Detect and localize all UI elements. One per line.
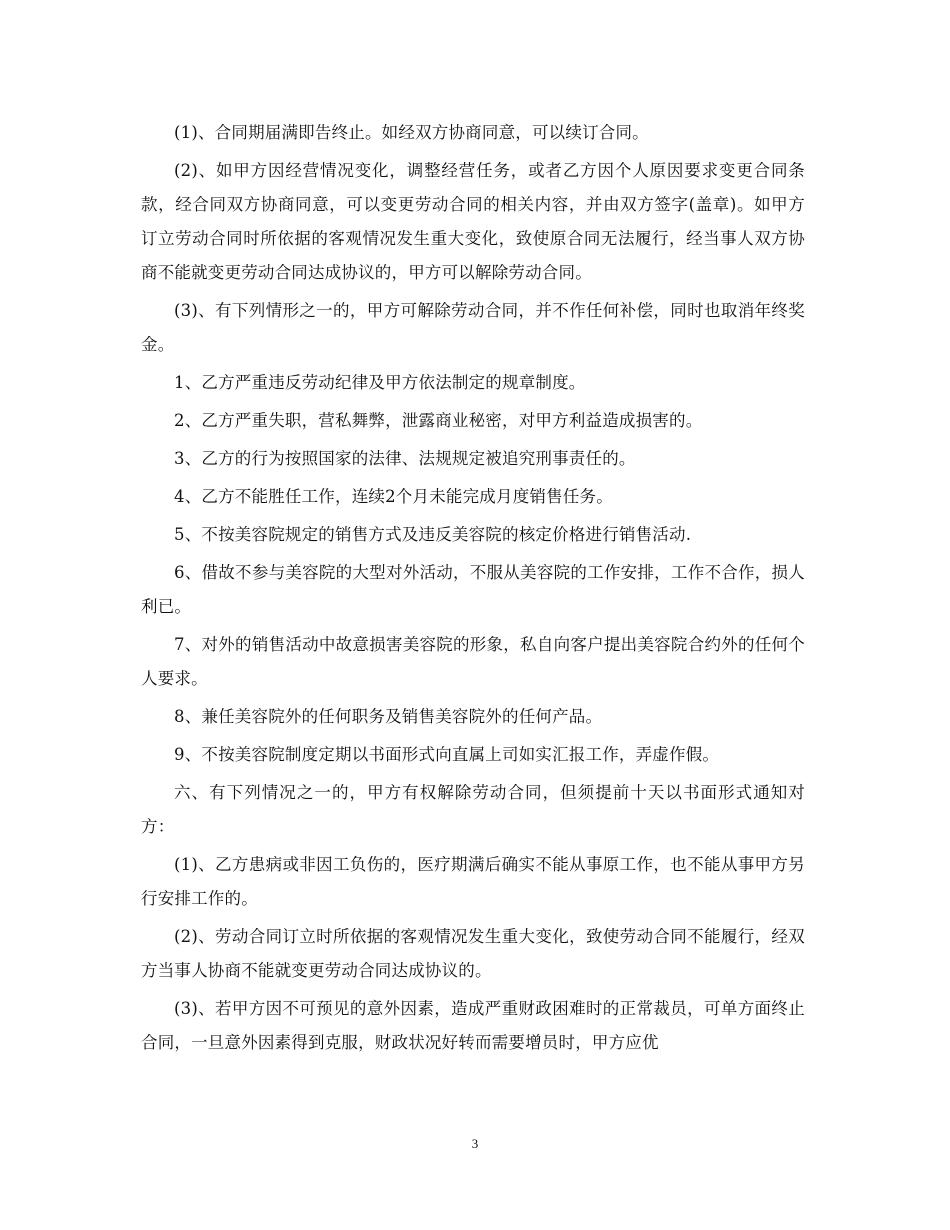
list-item: 9、不按美容院制度定期以书面形式向直属上司如实汇报工作，弄虚作假。	[174, 745, 720, 764]
paragraph: (3)、有下列情形之一的，甲方可解除劳动合同，并不作任何补偿，同时也取消年终奖金。	[141, 301, 805, 354]
document-body	[141, 116, 805, 1064]
list-item: 6、借故不参与美容院的大型对外活动，不服从美容院的工作安排，工作不合作，损人利已。	[141, 563, 805, 616]
list-item: 8、兼任美容院外的任何职务及销售美容院外的任何产品。	[174, 707, 603, 726]
list-item: 5、不按美容院规定的销售方式及违反美容院的核定价格进行销售活动.	[174, 525, 692, 544]
page-number: 3	[471, 1136, 479, 1151]
paragraph: (2)、劳动合同订立时所依据的客观情况发生重大变化，致使劳动合同不能履行，经双方当事人协商不能就变更劳动合同达成协议的。	[141, 927, 805, 980]
list-item: 1、乙方严重违反劳动纪律及甲方依法制定的规章制度。	[174, 373, 586, 392]
paragraph: (2)、如甲方因经营情况变化，调整经营任务，或者乙方因个人原因要求变更合同条款，经合同双方协商同意，可以变更劳动合同的相关内容，并由双方签字(盖章)。如甲方订立劳动合同时所依据的客观情况发生重大变化，致使原合同无法履行，经当事人双方协商不能就变更劳动合同达成协议的，甲方可以解除劳动合同。	[141, 161, 805, 282]
paragraph: (3)、若甲方因不可预见的意外因素，造成严重财政困难时的正常裁员，可单方面终止合同，一旦意外因素得到克服，财政状况好转而需要增员时，甲方应优	[141, 999, 805, 1052]
section-clause: 六、有下列情况之一的，甲方有权解除劳动合同，但须提前十天以书面形式通知对方：	[141, 783, 805, 836]
list-item: 2、乙方严重失职，营私舞弊，泄露商业秘密，对甲方利益造成损害的。	[174, 411, 703, 430]
paragraph: (1)、合同期届满即告终止。如经双方协商同意，可以续订合同。	[174, 123, 649, 142]
list-item: 4、乙方不能胜任工作，连续2个月未能完成月度销售任务。	[174, 487, 613, 506]
paragraph: (1)、乙方患病或非因工负伤的，医疗期满后确实不能从事原工作，也不能从事甲方另行安排工作的。	[141, 855, 805, 908]
list-item: 7、对外的销售活动中故意损害美容院的形象，私自向客户提出美容院合约外的任何个人要求。	[141, 635, 805, 688]
list-item: 3、乙方的行为按照国家的法律、法规规定被追究刑事责任的。	[174, 449, 636, 468]
